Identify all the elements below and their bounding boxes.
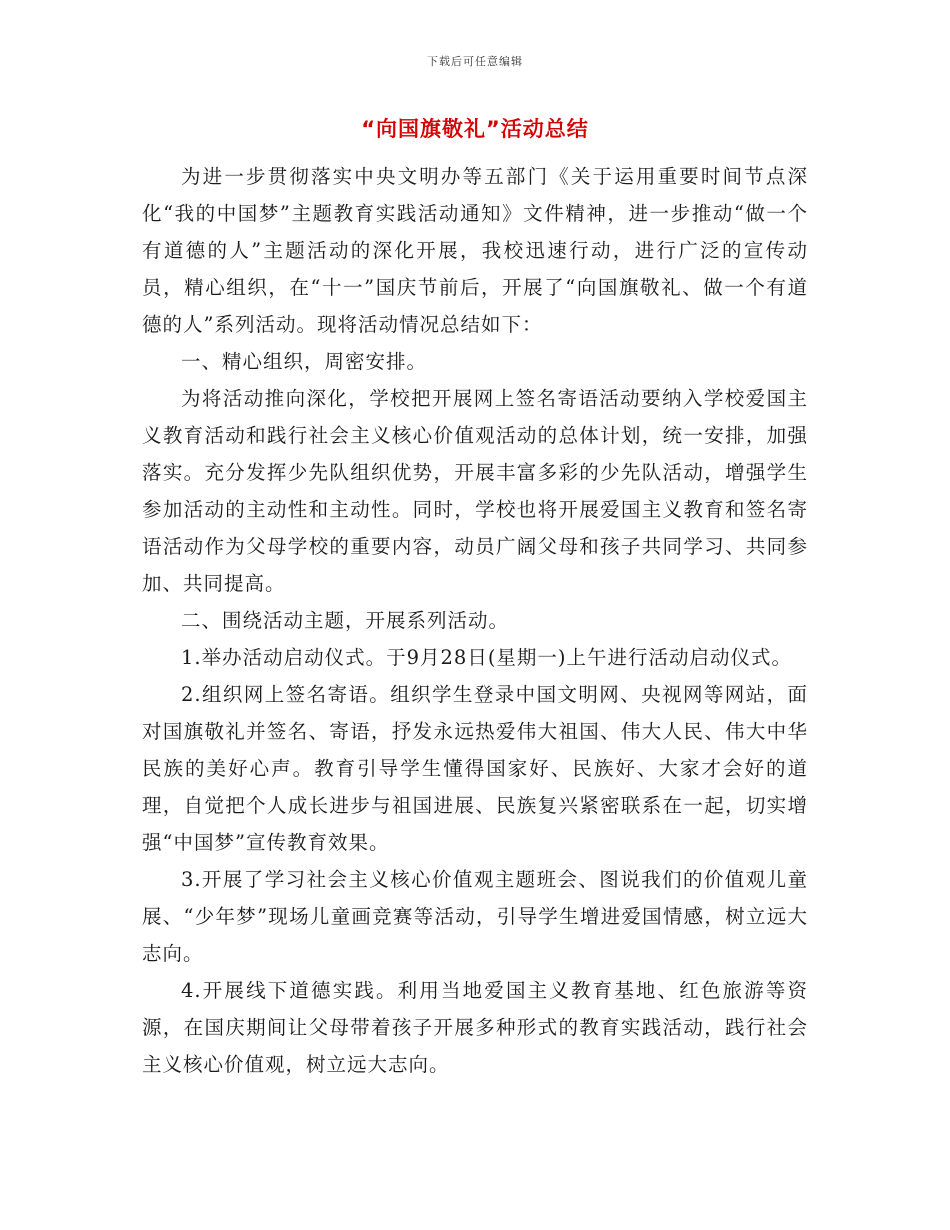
section-heading-1: 一、精心组织，周密安排。	[181, 350, 428, 373]
list-item-3: 3.开展了学习社会主义核心价值观主题班会、图说我们的价值观儿童展、“少年梦”现场儿童画竞赛等活动，引导学生增进爱国情感，树立远大志向。	[142, 868, 808, 965]
document-title: “向国旗敬礼”活动总结	[361, 117, 589, 141]
document-body	[142, 158, 808, 1083]
header-note: 下载后可任意编辑	[427, 55, 523, 68]
list-item-1: 1.举办活动启动仪式。于9月28日(星期一)上午进行活动启动仪式。	[181, 646, 793, 669]
list-item-2: 2.组织网上签名寄语。组织学生登录中国文明网、央视网等网站，面对国旗敬礼并签名、寄语，抒发永远热爱伟大祖国、伟大人民、伟大中华民族的美好心声。教育引导学生懂得国家好、民族好、大家才会好的道理，自觉把个人成长进步与祖国进展、民族复兴紧密联系在一起，切实增强“中国梦”宣传教育效果。	[142, 683, 808, 854]
list-item-4: 4.开展线下道德实践。利用当地爱国主义教育基地、红色旅游等资源，在国庆期间让父母带着孩子开展多种形式的教育实践活动，践行社会主义核心价值观，树立远大志向。	[142, 979, 808, 1076]
section-paragraph-1: 为将活动推向深化，学校把开展网上签名寄语活动要纳入学校爱国主义教育活动和践行社会主义核心价值观活动的总体计划，统一安排，加强落实。充分发挥少先队组织优势，开展丰富多彩的少先队活动，增强学生参加活动的主动性和主动性。同时，学校也将开展爱国主义教育和签名寄语活动作为父母学校的重要内容，动员广阔父母和孩子共同学习、共同参加、共同提高。	[142, 387, 808, 595]
section-heading-2: 二、围绕活动主题，开展系列活动。	[181, 609, 510, 632]
intro-paragraph: 为进一步贯彻落实中央文明办等五部门《关于运用重要时间节点深化“我的中国梦”主题教育实践活动通知》文件精神，进一步推动“做一个有道德的人”主题活动的深化开展，我校迅速行动，进行广泛的宣传动员，精心组织，在“十一”国庆节前后，开展了“向国旗敬礼、做一个有道德的人”系列活动。现将活动情况总结如下：	[142, 165, 808, 336]
